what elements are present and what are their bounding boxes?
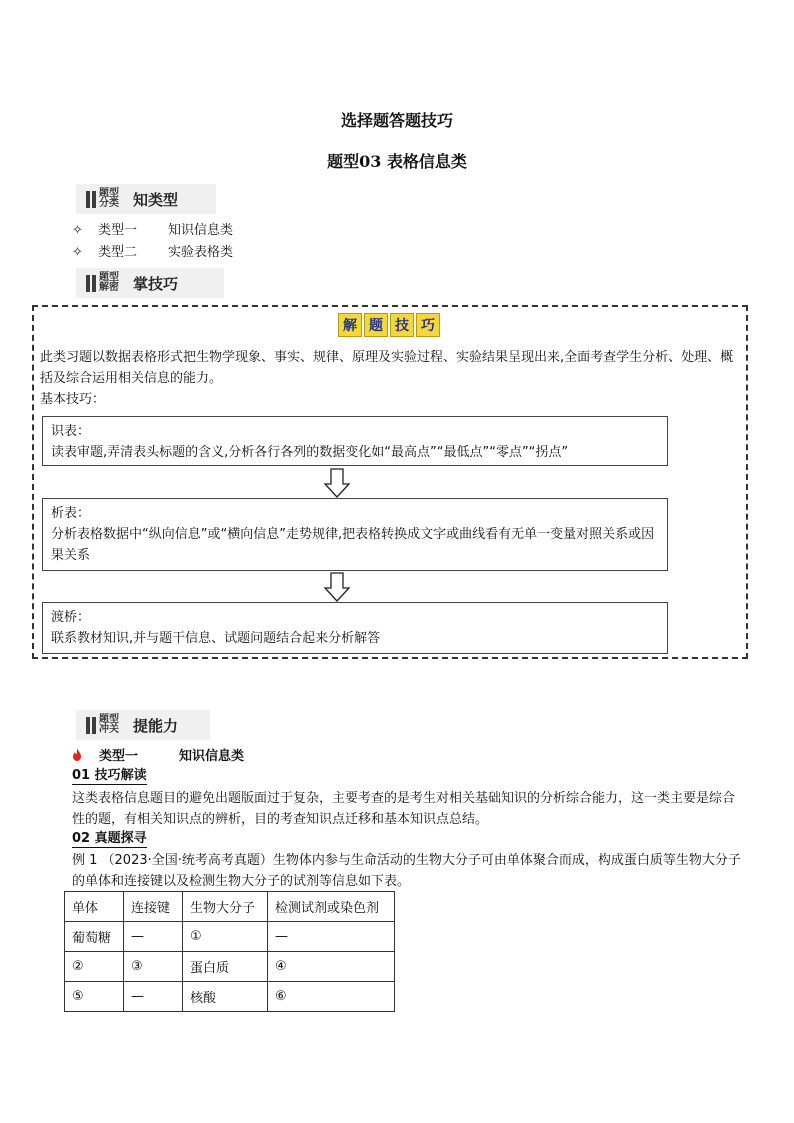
table-cell: 蛋白质 [183,952,268,982]
page-title: 选择题答题技巧 [340,111,453,130]
section-label: 掌技巧 [133,274,179,293]
table-cell: ④ [268,952,395,982]
type-item: ✧ 类型一 知识信息类 [72,220,233,241]
example-text: 例 1 （2023·全国·统考高考真题）生物体内参与生命活动的生物大分子可由单体聚合而成，构成蛋白质等生物大分子的单体和连接键以及检测生物大分子的试剂等信息如下表。 [72,853,741,889]
table-row [65,922,395,952]
step-box-bridge: 渡桥： 联系教材知识,并与题干信息、试题问题结合起来分析解答 [42,602,668,654]
section-header-practice [76,710,210,740]
subheading-tips: 01 技巧解读 [72,768,147,783]
section-label: 提能力 [133,716,179,735]
table-header-cell: 检测试剂或染色剂 [268,892,395,922]
table-cell: — [268,922,395,952]
bar-icon [92,275,96,292]
section-header-classify [76,184,216,214]
flame-icon [72,748,82,761]
table-cell: — [124,982,183,1012]
bar-icon [86,717,90,734]
diamond-icon: ✧ [72,223,83,238]
table-row [65,982,395,1012]
step-box-analyze: 析表： 分析表格数据中“纵向信息”或“横向信息”走势规律,把表格转换成文字或曲线看有无单一变量对照关系或因果关系 [42,498,668,571]
bar-icon [86,275,90,292]
page-subtitle: 题型03 表格信息类 [327,152,467,171]
diamond-icon: ✧ [72,245,83,260]
basic-label: 基本技巧： [40,392,106,407]
table-row [65,952,395,982]
tips-text: 这类表格信息题目的避免出题版面过于复杂，主要考查的是考生对相关基础知识的分析综合能力，这一类主要是综合性的题，有相关知识点的辨析，目的考查知识点迁移和基本知识点总结。 [72,791,736,827]
bar-icon [92,191,96,208]
table-cell: — [124,922,183,952]
table-cell: ③ [124,952,183,982]
table-cell: 葡萄糖 [65,922,124,952]
table-cell: ① [183,922,268,952]
table-header-row [65,892,395,922]
info-table [64,891,395,1012]
bar-icon [92,717,96,734]
table-header-cell: 单体 [65,892,124,922]
section-tag: 题型冲关 [99,714,119,735]
step-box-read: 识表： 读表审题,弄清表头标题的含义,分析各行各列的数据变化如“最高点”“最低点”“零点”“拐点” [42,416,668,466]
subheading-real-questions: 02 真题探寻 [72,831,147,846]
section-label: 知类型 [133,190,179,209]
type-item: ✧ 类型二 实验表格类 [72,242,233,263]
section-header-skills [76,268,224,298]
skills-badge: 解 题 技 巧 [338,313,440,337]
down-arrow-icon [323,468,351,498]
intro-text: 此类习题以数据表格形式把生物学现象、事实、规律、原理及实验过程、实验结果呈现出来,全面考查学生分析、处理、概括及综合运用相关信息的能力。 [40,350,734,386]
table-header-cell: 生物大分子 [183,892,268,922]
down-arrow-icon [323,572,351,602]
type1-heading: 类型一 知识信息类 [72,745,244,764]
table-cell: ⑥ [268,982,395,1012]
table-cell: ⑤ [65,982,124,1012]
section-tag: 题型分类 [99,188,119,209]
table-header-cell: 连接键 [124,892,183,922]
table-cell: ② [65,952,124,982]
section-tag: 题型解密 [99,272,119,293]
bar-icon [86,191,90,208]
table-cell: 核酸 [183,982,268,1012]
